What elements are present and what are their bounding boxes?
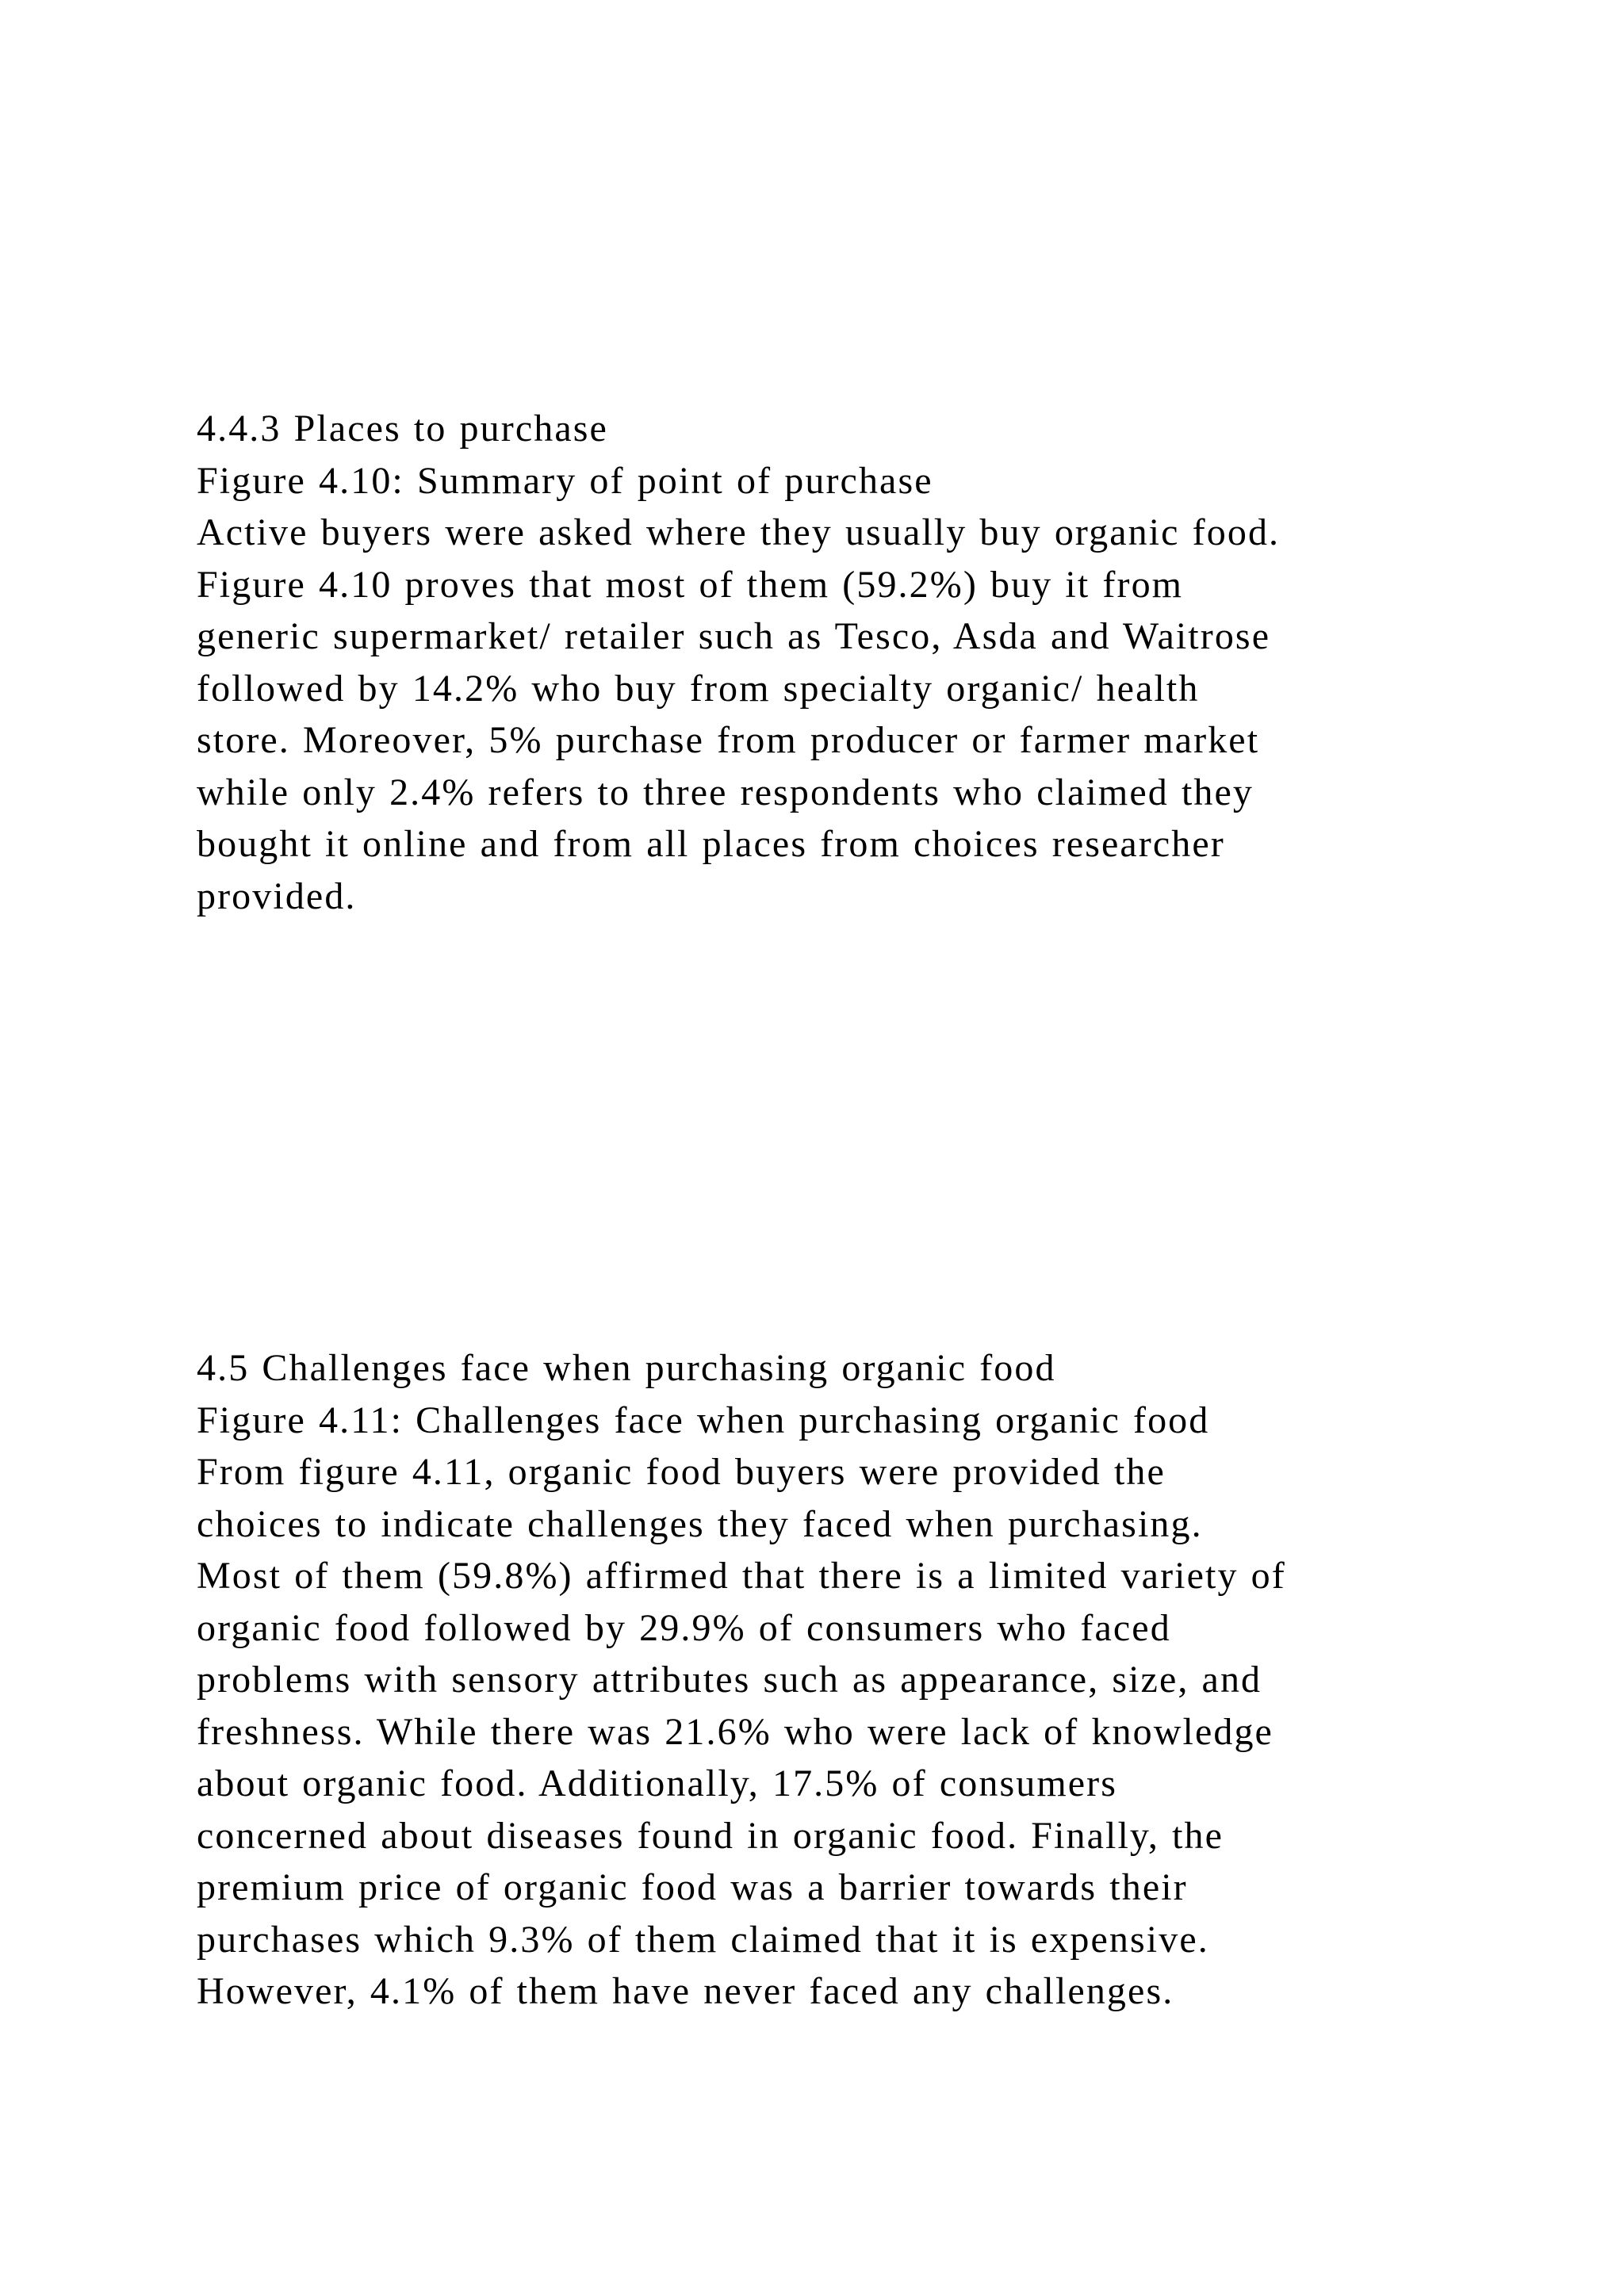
section-heading: 4.5 Challenges face when purchasing organic food bbox=[197, 1347, 1056, 1389]
paragraph-line: generic supermarket/ retailer such as Tesco, Asda and Waitrose bbox=[197, 615, 1271, 657]
section-places-to-purchase bbox=[197, 403, 1481, 922]
paragraph-line: organic food followed by 29.9% of consumers who faced bbox=[197, 1606, 1171, 1649]
figure-caption: Figure 4.10: Summary of point of purchase bbox=[197, 459, 933, 502]
paragraph-line: purchases which 9.3% of them claimed that it is expensive. bbox=[197, 1918, 1209, 1961]
paragraph-line: while only 2.4% refers to three respondents who claimed they bbox=[197, 771, 1254, 813]
paragraph-line: Most of them (59.8%) affirmed that there is a limited variety of bbox=[197, 1555, 1286, 1597]
paragraph-line: store. Moreover, 5% purchase from producer or farmer market bbox=[197, 719, 1260, 761]
figure-caption: Figure 4.11: Challenges face when purchasing organic food bbox=[197, 1399, 1210, 1441]
paragraph-line: about organic food. Additionally, 17.5% of consumers bbox=[197, 1762, 1118, 1804]
paragraph-line: freshness. While there was 21.6% who were lack of knowledge bbox=[197, 1710, 1274, 1753]
section-heading: 4.4.3 Places to purchase bbox=[197, 408, 608, 450]
paragraph-line: choices to indicate challenges they faced when purchasing. bbox=[197, 1502, 1203, 1545]
paragraph-line: Active buyers were asked where they usually buy organic food. bbox=[197, 511, 1281, 553]
paragraph-line: followed by 14.2% who buy from specialty organic/ health bbox=[197, 667, 1200, 710]
paragraph-line: bought it online and from all places from choices researcher bbox=[197, 823, 1225, 865]
paragraph-line: provided. bbox=[197, 874, 357, 917]
paragraph-line: From figure 4.11, organic food buyers were provided the bbox=[197, 1451, 1166, 1493]
paragraph-line: However, 4.1% of them have never faced any challenges. bbox=[197, 1970, 1174, 2012]
paragraph-line: concerned about diseases found in organic food. Finally, the bbox=[197, 1814, 1224, 1857]
section-challenges bbox=[197, 1342, 1481, 2018]
paragraph-line: Figure 4.10 proves that most of them (59.2%) buy it from bbox=[197, 563, 1184, 606]
paragraph-line: premium price of organic food was a barrier towards their bbox=[197, 1866, 1188, 1908]
paragraph-line: problems with sensory attributes such as appearance, size, and bbox=[197, 1659, 1262, 1701]
